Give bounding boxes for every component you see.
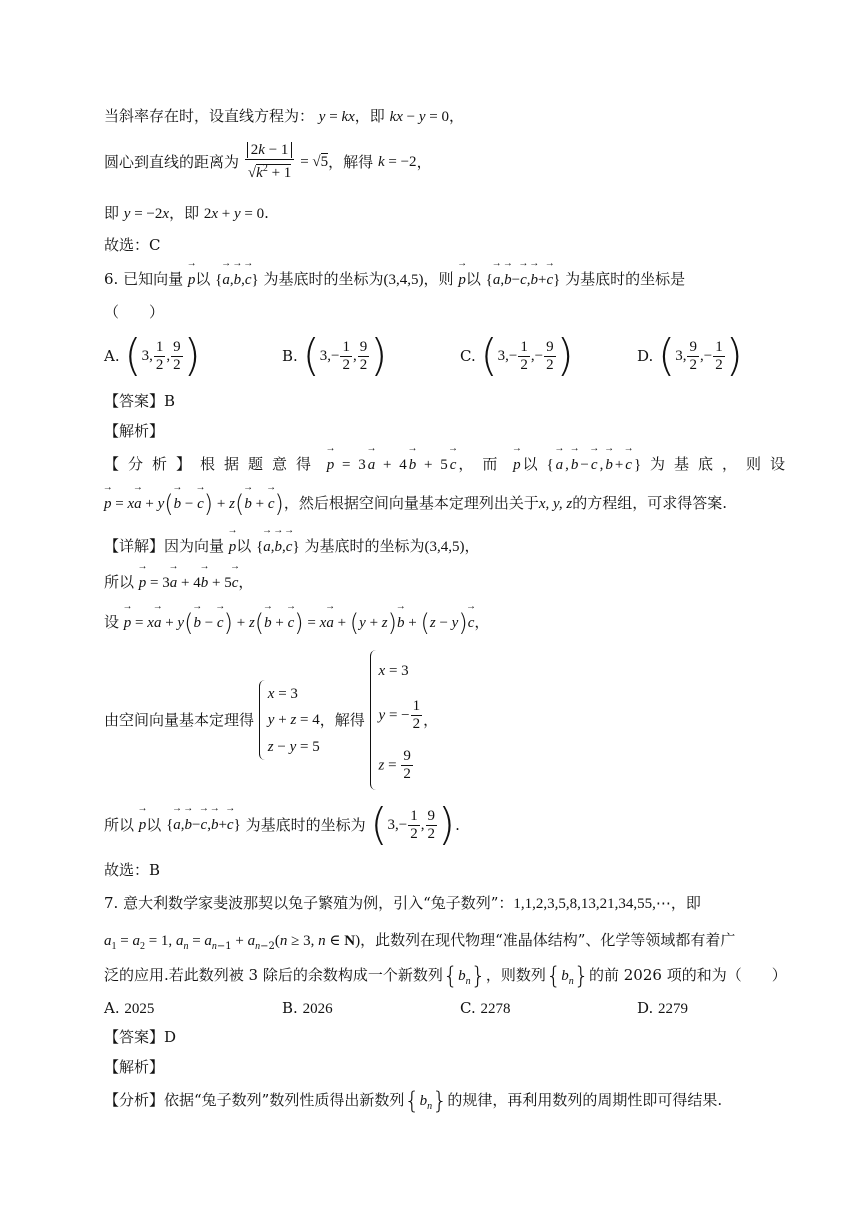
text: 以 [465,270,481,288]
option-d[interactable] [637,998,688,1019]
q6-so2: 所以 → p以 {→ a,→ b−→ c,→ b+→ c} 为基底时的坐标为 (3,− $\frac{1}{2}$ , $\frac{9}{2}$ ). [104,803,460,849]
line-distance: 圆心到直线的距离为 $\frac{2k - 1}{√k^2 + 1}$ = √5，解得 k = −2， [104,142,432,181]
text: 【分析】根据题意得 [104,455,321,473]
option-label: A. [104,999,120,1017]
q7-answer: 【答案】D [104,1028,177,1046]
text: 当斜率存在时，设直线方程为： [104,107,315,125]
text: 以 [195,270,211,288]
q6-paren: （ ） [104,303,165,321]
choose-c: 故选：C [104,236,161,254]
text: ， [474,613,490,631]
text: ，而 [458,455,507,473]
option-label: C. [460,347,476,365]
option-a[interactable]: A. (3, $\frac{1}{2}$ , $\frac{9}{2}$ ) [104,330,201,381]
option-d[interactable]: D. (3, $\frac{9}{2}$ ,− $\frac{1}{2}$ ) [637,330,743,381]
q7-stem-1 [104,893,701,914]
sequence: 1,1,2,3,5,8,13,21,34,55,⋯ [513,896,671,912]
q6-set: 设 → p = x→ a + y(→ b − → c) + z(→ b + → c) = x→ a + (y + z)→ b + (z − y)→ c， [104,612,489,633]
q7-stem-2: $a_1 = a_2 = 1$, $a_n = a_{n-1} + a_{n-2}(n \ge 3$, n ∈ N)，此数列在现代物理“准晶体结构”、化学等领域都有着广 [104,931,736,952]
text: ，解得 [319,711,365,729]
text: 即 [104,204,120,222]
text: ，则 [423,270,454,288]
text: ，解得 [328,153,374,171]
text: 为基底时的坐标为 [263,270,384,288]
option-label: B. [282,999,298,1017]
text: ，即 [354,107,385,125]
text: 以 [146,816,162,834]
q7-options [104,998,764,1020]
line-slope-exists: 当斜率存在时，设直线方程为： y = kx，即 kx − y = 0， [104,107,465,125]
text: 【分析】依据“兔子数列”数列性质得出新数列 [104,1091,405,1109]
text: ， [416,153,432,171]
option-label: A. [104,347,120,365]
option-value: 2025 [124,1001,155,1017]
option-a[interactable] [104,998,154,1019]
text: 圆心到直线的距离为 [104,153,240,171]
text: ，即 [169,204,200,222]
text: 的规律，再利用数列的周期性即可得结果. [447,1091,723,1109]
text: ，然后根据空间向量基本定理列出关于 [283,494,539,512]
text: 7. 意大利数学家斐波那契以兔子繁殖为例，引入“兔子数列”： [104,894,514,912]
text: 为基底，则设 [649,455,794,473]
text: ，此数列在现代物理“准晶体结构”、化学等领域都有着广 [360,931,736,949]
option-label: D. [637,999,654,1017]
q6-so1: 所以 → p = 3→ a + 4→ b + 5→ c， [104,572,253,593]
line-result: 即 y = −2x，即 2x + y = 0. [104,204,269,222]
text: 6. 已知向量 [104,270,184,288]
text: 所以 [104,816,135,834]
formula: kx [389,109,403,125]
q6-stem: 6. 已知向量 → p以 {→ a,→ b,→ c} 为基底时的坐标为(3,4,5)，则 → p以 {→ a,→ b−→ c,→ b+→ c} 为基底时的坐标是 [104,269,685,290]
distance-fraction: $\frac{2k - 1}{√k^2 + 1}$ [245,142,295,182]
formula: y [318,109,326,125]
text: ， [449,107,465,125]
equation-system: x = 3 y + z = 4 z − y = 5 [259,680,320,760]
q6-system [104,650,438,795]
option-label: B. [282,347,298,365]
text: ，则数列 [485,966,546,984]
text: ， [423,711,439,729]
text: ，即 [670,894,701,912]
text: ， [464,537,480,555]
text: . [264,204,269,222]
text: ， [238,573,254,591]
text: 的前 2026 项的和为（ ） [589,966,787,984]
q7-fenxi: 【分析】依据“兔子数列”数列性质得出新数列$\{b_n\}$的规律，再利用数列的周期性即可得结果. [104,1087,723,1115]
option-b[interactable]: B. (3,− $\frac{1}{2}$ , $\frac{9}{2}$ ) [282,330,388,381]
option-value: 2026 [302,1001,333,1017]
q6-answer: 【答案】B [104,392,176,410]
text: 为基底时的坐标为 [304,537,425,555]
q7-stem-3: 泛的应用.若此数列被 3 除后的余数构成一个新数列$\{b_n\}$，则数列$\{b_n\}$的前 2026 项的和为（ ） [104,962,787,990]
q6-analysis: 【解析】 [104,422,165,440]
solution-system: x = 3 y = − $\frac{1}{2}$ z = $\frac{9}{2}$ [370,650,424,790]
text: 由空间向量基本定理得 [104,711,255,729]
text: 所以 [104,573,135,591]
text: 以 [522,455,540,473]
text: 的方程组，可求得答案. [572,494,727,512]
option-b[interactable] [282,998,333,1019]
q6-fenxi-2: → p = x→ a + y(→ b − → c) + z(→ b + → c)，然后根据空间向量基本定理列出关于x, y, z的方程组，可求得答案. [104,493,727,514]
option-label: D. [637,347,654,365]
option-c[interactable] [460,998,511,1019]
q6-fenxi-1: 【分析】根据题意得 → p = 3→ a + 4→ b + 5→ c，而 → p以 {→ a,→ b−→ c,→ b+→ c} 为基底，则设 [104,454,794,475]
text: 泛的应用.若此数列被 3 除后的余数构成一个新数列 [104,966,443,984]
option-c[interactable]: C. (3,− $\frac{1}{2}$ ,− $\frac{9}{2}$ ) [460,330,574,381]
q6-options [104,330,764,381]
text: 【详解】因为向量 [104,537,225,555]
q7-analysis: 【解析】 [104,1058,165,1076]
text: 以 [236,537,252,555]
option-value: 2278 [480,1001,511,1017]
text: 设 [104,613,120,631]
text: . [455,816,460,834]
option-value: 2279 [658,1001,689,1017]
q6-detail: 【详解】因为向量 → p以 {→ a,→ b,→ c} 为基底时的坐标为(3,4,5)， [104,536,479,557]
text: 为基底时的坐标为 [245,816,366,834]
option-label: C. [460,999,476,1017]
q6-choose: 故选：B [104,861,161,879]
text: 为基底时的坐标是 [565,270,686,288]
